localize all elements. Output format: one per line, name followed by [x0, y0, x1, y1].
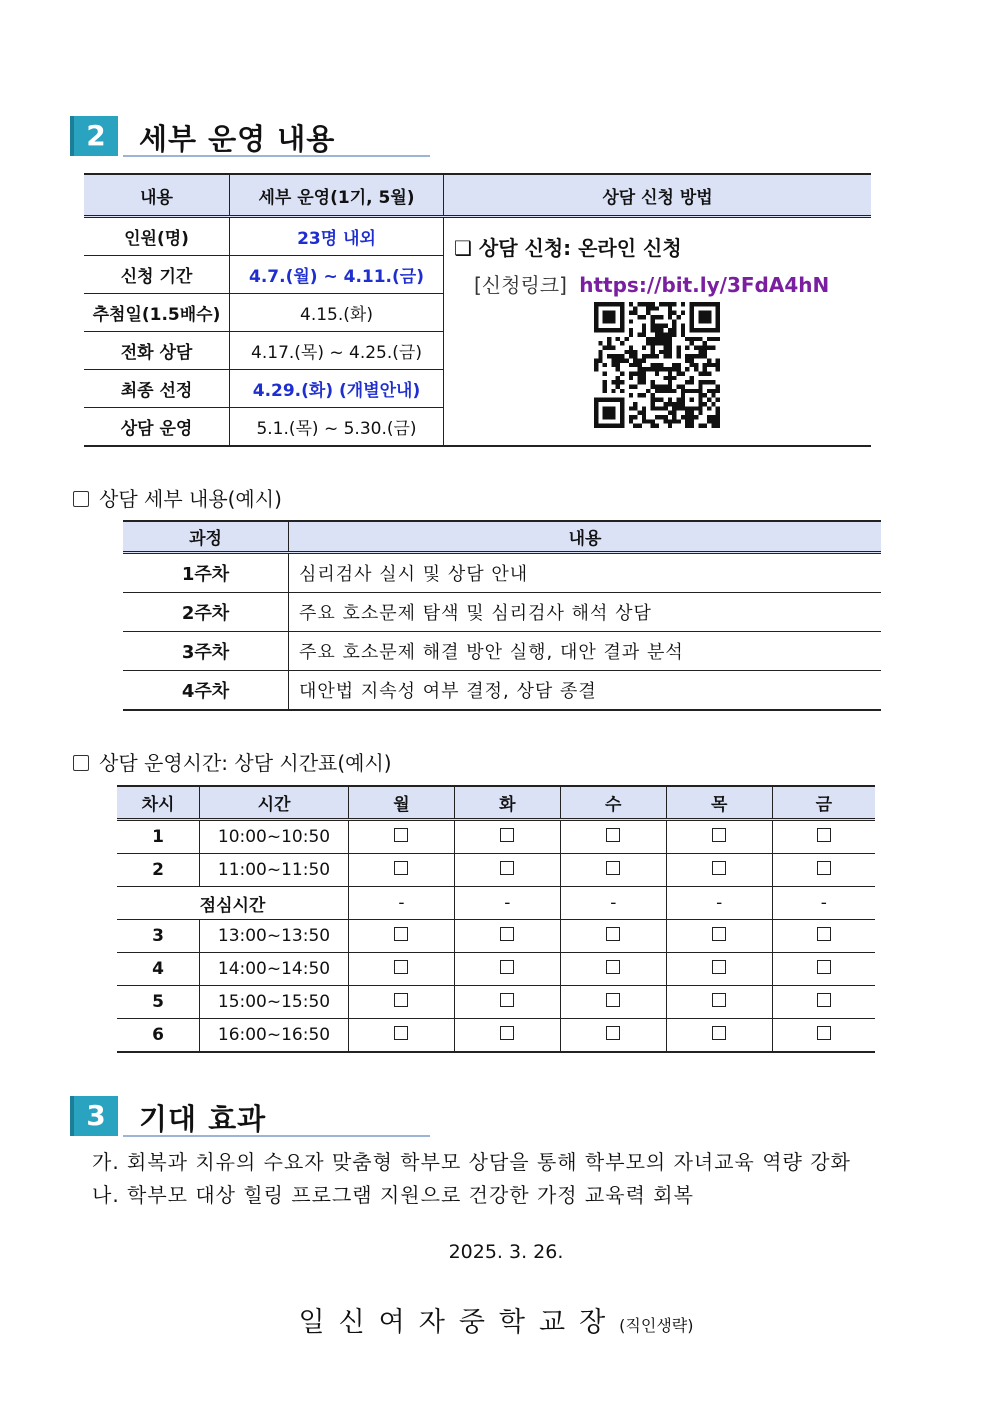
checkbox-square-icon	[73, 491, 89, 507]
week-content: 심리검사 실시 및 상담 안내	[289, 553, 882, 593]
schedule-row	[117, 986, 875, 1019]
slot-cell	[560, 986, 666, 1019]
empty-checkbox-icon[interactable]	[394, 828, 408, 842]
counsel-detail-table	[123, 520, 881, 711]
slot-cell	[349, 1019, 455, 1053]
empty-checkbox-icon[interactable]	[712, 828, 726, 842]
schedule-title: 상담 운영시간: 상담 시간표(예시)	[99, 751, 392, 775]
empty-checkbox-icon[interactable]	[712, 861, 726, 875]
slot-cell	[666, 854, 772, 887]
schedule-row	[117, 920, 875, 953]
schedule-header: 목	[666, 786, 772, 820]
row-label: 상담 운영	[84, 408, 230, 447]
row-value: 4.29.(화) (개별안내)	[230, 370, 444, 408]
period-time: 14:00~14:50	[200, 953, 349, 986]
period-number: 2	[117, 854, 200, 887]
empty-checkbox-icon[interactable]	[712, 1026, 726, 1040]
effect-item: 가. 회복과 치유의 수요자 맞춤형 학부모 상담을 통해 학부모의 자녀교육 역량 강화	[92, 1150, 851, 1174]
schedule-header: 화	[454, 786, 560, 820]
signature	[0, 1300, 992, 1339]
schedule-header: 금	[772, 786, 875, 820]
period-number: 4	[117, 953, 200, 986]
period-time: 15:00~15:50	[200, 986, 349, 1019]
empty-checkbox-icon[interactable]	[817, 993, 831, 1007]
row-value: 4.15.(화)	[230, 294, 444, 332]
row-label: 전화 상담	[84, 332, 230, 370]
slot-cell	[666, 953, 772, 986]
week-content: 주요 호소문제 탐색 및 심리검사 해석 상담	[289, 593, 882, 632]
empty-checkbox-icon[interactable]	[817, 1026, 831, 1040]
empty-checkbox-icon[interactable]	[712, 960, 726, 974]
slot-cell	[454, 986, 560, 1019]
empty-checkbox-icon[interactable]	[817, 828, 831, 842]
period-number: 5	[117, 986, 200, 1019]
empty-checkbox-icon[interactable]	[817, 861, 831, 875]
slot-cell	[454, 820, 560, 854]
slot-cell	[772, 820, 875, 854]
empty-checkbox-icon[interactable]	[394, 993, 408, 1007]
document-date: 2025. 3. 26.	[448, 1241, 564, 1263]
empty-checkbox-icon[interactable]	[500, 993, 514, 1007]
week-label: 2주차	[123, 593, 289, 632]
qr-code-icon[interactable]	[594, 302, 720, 428]
empty-checkbox-icon[interactable]	[394, 927, 408, 941]
schedule-header: 차시	[117, 786, 200, 820]
counsel-detail-title: 상담 세부 내용(예시)	[99, 487, 282, 511]
slot-cell	[560, 820, 666, 854]
empty-checkbox-icon[interactable]	[500, 927, 514, 941]
empty-checkbox-icon[interactable]	[606, 960, 620, 974]
section-title-2: 세부 운영 내용	[139, 122, 336, 156]
signature-note: (직인생략)	[619, 1316, 694, 1335]
slot-cell	[349, 920, 455, 953]
schedule-heading	[73, 747, 392, 776]
schedule-table	[117, 785, 875, 1053]
method-link-line	[474, 269, 829, 298]
period-time: 11:00~11:50	[200, 854, 349, 887]
row-label: 최종 선정	[84, 370, 230, 408]
signup-link[interactable]: https://bit.ly/3FdA4hN	[579, 273, 830, 297]
slot-cell	[560, 920, 666, 953]
period-time: 13:00~13:50	[200, 920, 349, 953]
method-cell	[444, 217, 872, 447]
section-underline	[123, 1135, 430, 1137]
lunch-mark: -	[349, 887, 455, 920]
empty-checkbox-icon[interactable]	[606, 927, 620, 941]
empty-checkbox-icon[interactable]	[606, 828, 620, 842]
header-detail: 세부 운영(1기, 5월)	[230, 174, 444, 217]
empty-checkbox-icon[interactable]	[500, 1026, 514, 1040]
header-content: 내용	[84, 174, 230, 217]
row-value: 23명 내외	[230, 217, 444, 256]
schedule-row	[117, 887, 875, 920]
row-label: 인원(명)	[84, 217, 230, 256]
week-label: 3주차	[123, 632, 289, 671]
empty-checkbox-icon[interactable]	[606, 1026, 620, 1040]
schedule-header: 수	[560, 786, 666, 820]
row-value: 4.7.(월) ~ 4.11.(금)	[230, 256, 444, 294]
lunch-mark: -	[560, 887, 666, 920]
empty-checkbox-icon[interactable]	[394, 960, 408, 974]
slot-cell	[454, 1019, 560, 1053]
period-time: 16:00~16:50	[200, 1019, 349, 1053]
period-time: 10:00~10:50	[200, 820, 349, 854]
week-content: 주요 호소문제 해결 방안 실행, 대안 결과 분석	[289, 632, 882, 671]
link-label: [신청링크]	[474, 273, 567, 297]
period-number: 6	[117, 1019, 200, 1053]
empty-checkbox-icon[interactable]	[606, 993, 620, 1007]
schedule-header: 월	[349, 786, 455, 820]
schedule-row	[117, 953, 875, 986]
row-label: 추첨일(1.5배수)	[84, 294, 230, 332]
section-title-3: 기대 효과	[139, 1102, 267, 1136]
period-number: 1	[117, 820, 200, 854]
empty-checkbox-icon[interactable]	[500, 960, 514, 974]
slot-cell	[772, 986, 875, 1019]
slot-cell	[772, 854, 875, 887]
slot-cell	[666, 1019, 772, 1053]
slot-cell	[349, 953, 455, 986]
lunch-mark: -	[454, 887, 560, 920]
slot-cell	[666, 820, 772, 854]
method-title-text: 상담 신청: 온라인 신청	[478, 236, 682, 260]
section-number-2: 2	[70, 116, 118, 156]
empty-checkbox-icon[interactable]	[712, 993, 726, 1007]
slot-cell	[560, 854, 666, 887]
period-number: 3	[117, 920, 200, 953]
slot-cell	[560, 953, 666, 986]
signature-main: 일신여자중학교장	[298, 1307, 620, 1338]
row-label: 신청 기간	[84, 256, 230, 294]
slot-cell	[772, 920, 875, 953]
lunch-label: 점심시간	[117, 887, 349, 920]
header-content: 내용	[289, 521, 882, 553]
empty-checkbox-icon[interactable]	[394, 1026, 408, 1040]
effect-item: 나. 학부모 대상 힐링 프로그램 지원으로 건강한 가정 교육력 회복	[92, 1183, 694, 1207]
bullet-icon: ❑	[454, 236, 472, 260]
schedule-row	[117, 854, 875, 887]
schedule-row	[117, 1019, 875, 1053]
operation-table	[84, 173, 871, 447]
empty-checkbox-icon[interactable]	[817, 927, 831, 941]
lunch-mark: -	[666, 887, 772, 920]
schedule-row	[117, 820, 875, 854]
method-title	[454, 232, 682, 261]
section-number-3: 3	[70, 1096, 118, 1136]
header-course: 과정	[123, 521, 289, 553]
row-value: 4.17.(목) ~ 4.25.(금)	[230, 332, 444, 370]
slot-cell	[772, 953, 875, 986]
slot-cell	[349, 820, 455, 854]
header-method: 상담 신청 방법	[444, 174, 872, 217]
slot-cell	[666, 920, 772, 953]
empty-checkbox-icon[interactable]	[500, 828, 514, 842]
week-label: 4주차	[123, 671, 289, 711]
slot-cell	[454, 854, 560, 887]
counsel-detail-heading	[73, 483, 282, 512]
slot-cell	[349, 986, 455, 1019]
week-label: 1주차	[123, 553, 289, 593]
slot-cell	[560, 1019, 666, 1053]
checkbox-square-icon	[73, 755, 89, 771]
slot-cell	[666, 986, 772, 1019]
week-content: 대안법 지속성 여부 결정, 상담 종결	[289, 671, 882, 711]
slot-cell	[454, 920, 560, 953]
row-value: 5.1.(목) ~ 5.30.(금)	[230, 408, 444, 447]
slot-cell	[454, 953, 560, 986]
empty-checkbox-icon[interactable]	[817, 960, 831, 974]
empty-checkbox-icon[interactable]	[500, 861, 514, 875]
schedule-header: 시간	[200, 786, 349, 820]
lunch-mark: -	[772, 887, 875, 920]
empty-checkbox-icon[interactable]	[712, 927, 726, 941]
slot-cell	[772, 1019, 875, 1053]
empty-checkbox-icon[interactable]	[394, 861, 408, 875]
section-underline	[123, 155, 430, 157]
slot-cell	[349, 854, 455, 887]
empty-checkbox-icon[interactable]	[606, 861, 620, 875]
